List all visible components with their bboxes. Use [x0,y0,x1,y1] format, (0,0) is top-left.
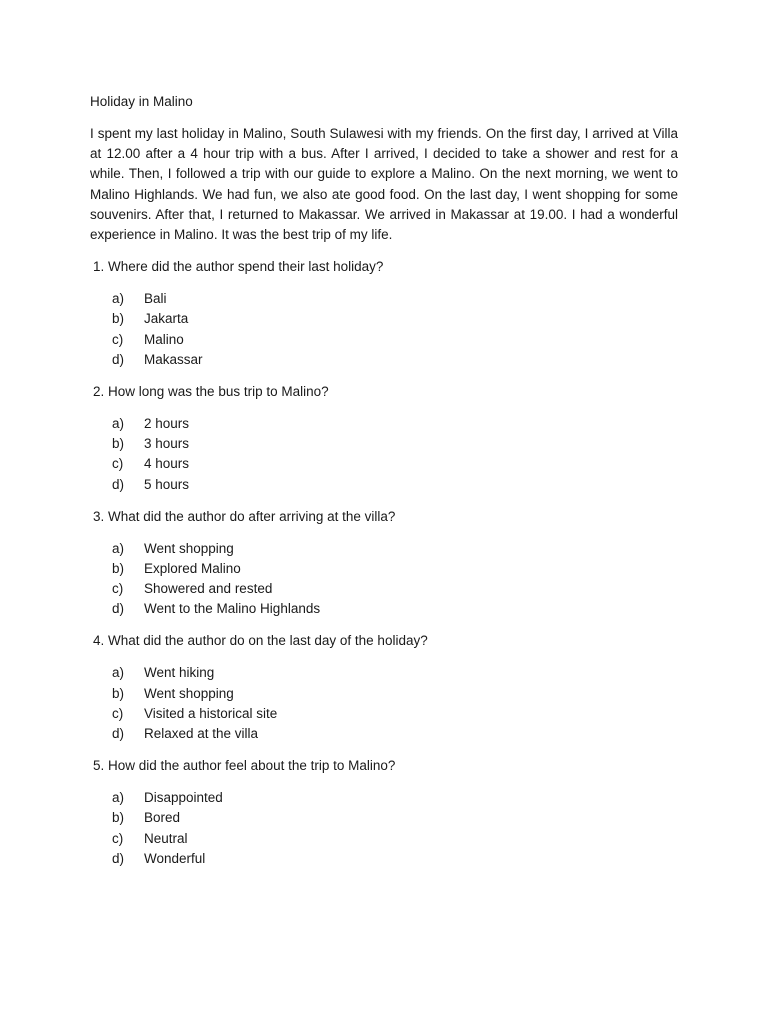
option-text: Bali [144,291,167,307]
option-letter: d) [112,850,125,866]
question-2 [90,382,678,495]
answer-option-c [90,454,678,474]
answer-option-d [90,475,678,495]
option-letter: c) [112,830,124,846]
option-text: Showered and rested [144,581,273,597]
answer-options [90,414,678,495]
option-letter: b) [112,810,125,826]
option-text: 4 hours [144,456,190,472]
option-letter: a) [112,415,125,431]
option-letter: c) [112,581,124,597]
question-1 [90,257,678,370]
answer-option-d [90,599,678,619]
answer-option-a [90,539,678,559]
answer-option-b [90,684,678,704]
answer-options [90,289,678,370]
option-text: Malino [144,331,184,347]
option-letter: a) [112,291,125,307]
answer-option-b [90,808,678,828]
answer-option-b [90,559,678,579]
option-letter: a) [112,790,125,806]
option-text: 5 hours [144,476,190,492]
option-text: 2 hours [144,415,190,431]
document-page [90,92,678,869]
option-text: Went to the Malino Highlands [144,601,321,617]
option-letter: c) [112,331,124,347]
option-letter: a) [112,540,125,556]
question-text: 3. What did the author do after arriving at the villa? [93,508,396,524]
option-text: Neutral [144,830,188,846]
option-text: Wonderful [144,850,206,866]
answer-option-a [90,414,678,434]
option-text: Relaxed at the villa [144,726,259,742]
option-letter: b) [112,436,125,452]
option-letter: c) [112,705,124,721]
answer-option-d [90,724,678,744]
question-text: 4. What did the author do on the last day of the holiday? [93,633,428,649]
option-text: Went shopping [144,540,234,556]
option-text: Explored Malino [144,560,241,576]
answer-option-d [90,350,678,370]
answer-option-c [90,704,678,724]
option-letter: d) [112,726,125,742]
option-letter: b) [112,685,125,701]
option-letter: b) [112,560,125,576]
option-text: Jakarta [144,311,189,327]
option-text: Went hiking [144,665,215,681]
answer-option-c [90,829,678,849]
option-letter: a) [112,665,125,681]
question-text: 1. Where did the author spend their last holiday? [93,259,384,275]
answer-option-c [90,330,678,350]
question-text: 5. How did the author feel about the trip to Malino? [93,758,396,774]
option-text: Visited a historical site [144,705,278,721]
answer-options [90,663,678,744]
answer-option-a [90,663,678,683]
answer-option-d [90,849,678,869]
answer-options [90,788,678,869]
option-text: Disappointed [144,790,223,806]
question-5 [90,756,678,869]
question-3 [90,507,678,620]
document-title: Holiday in Malino [90,94,193,109]
answer-option-c [90,579,678,599]
reading-passage: I spent my last holiday in Malino, South Sulawesi with my friends. On the first day, I arrived at Villa at 12.00 after a 4 hour trip with a bus. After I arrived, I decided to take a shower and rest for a while. Then, I followed a trip with our guide to explore a Malino. On the next morning, we went to Malino Highlands. We had fun, we also ate good food. On the last day, I went shopping for some souvenirs. After that, I returned to Makassar. We arrived in Makassar at 19.00. I had a wonderful experience in Malino. It was the best trip of my life. [90,126,678,243]
option-letter: d) [112,476,125,492]
question-4 [90,631,678,744]
answer-options [90,539,678,620]
option-text: 3 hours [144,436,190,452]
option-letter: c) [112,456,124,472]
answer-option-b [90,309,678,329]
answer-option-a [90,289,678,309]
answer-option-b [90,434,678,454]
option-text: Makassar [144,351,203,367]
option-text: Went shopping [144,685,234,701]
answer-option-a [90,788,678,808]
option-letter: d) [112,601,125,617]
question-text: 2. How long was the bus trip to Malino? [93,383,329,399]
option-text: Bored [144,810,181,826]
option-letter: b) [112,311,125,327]
option-letter: d) [112,351,125,367]
